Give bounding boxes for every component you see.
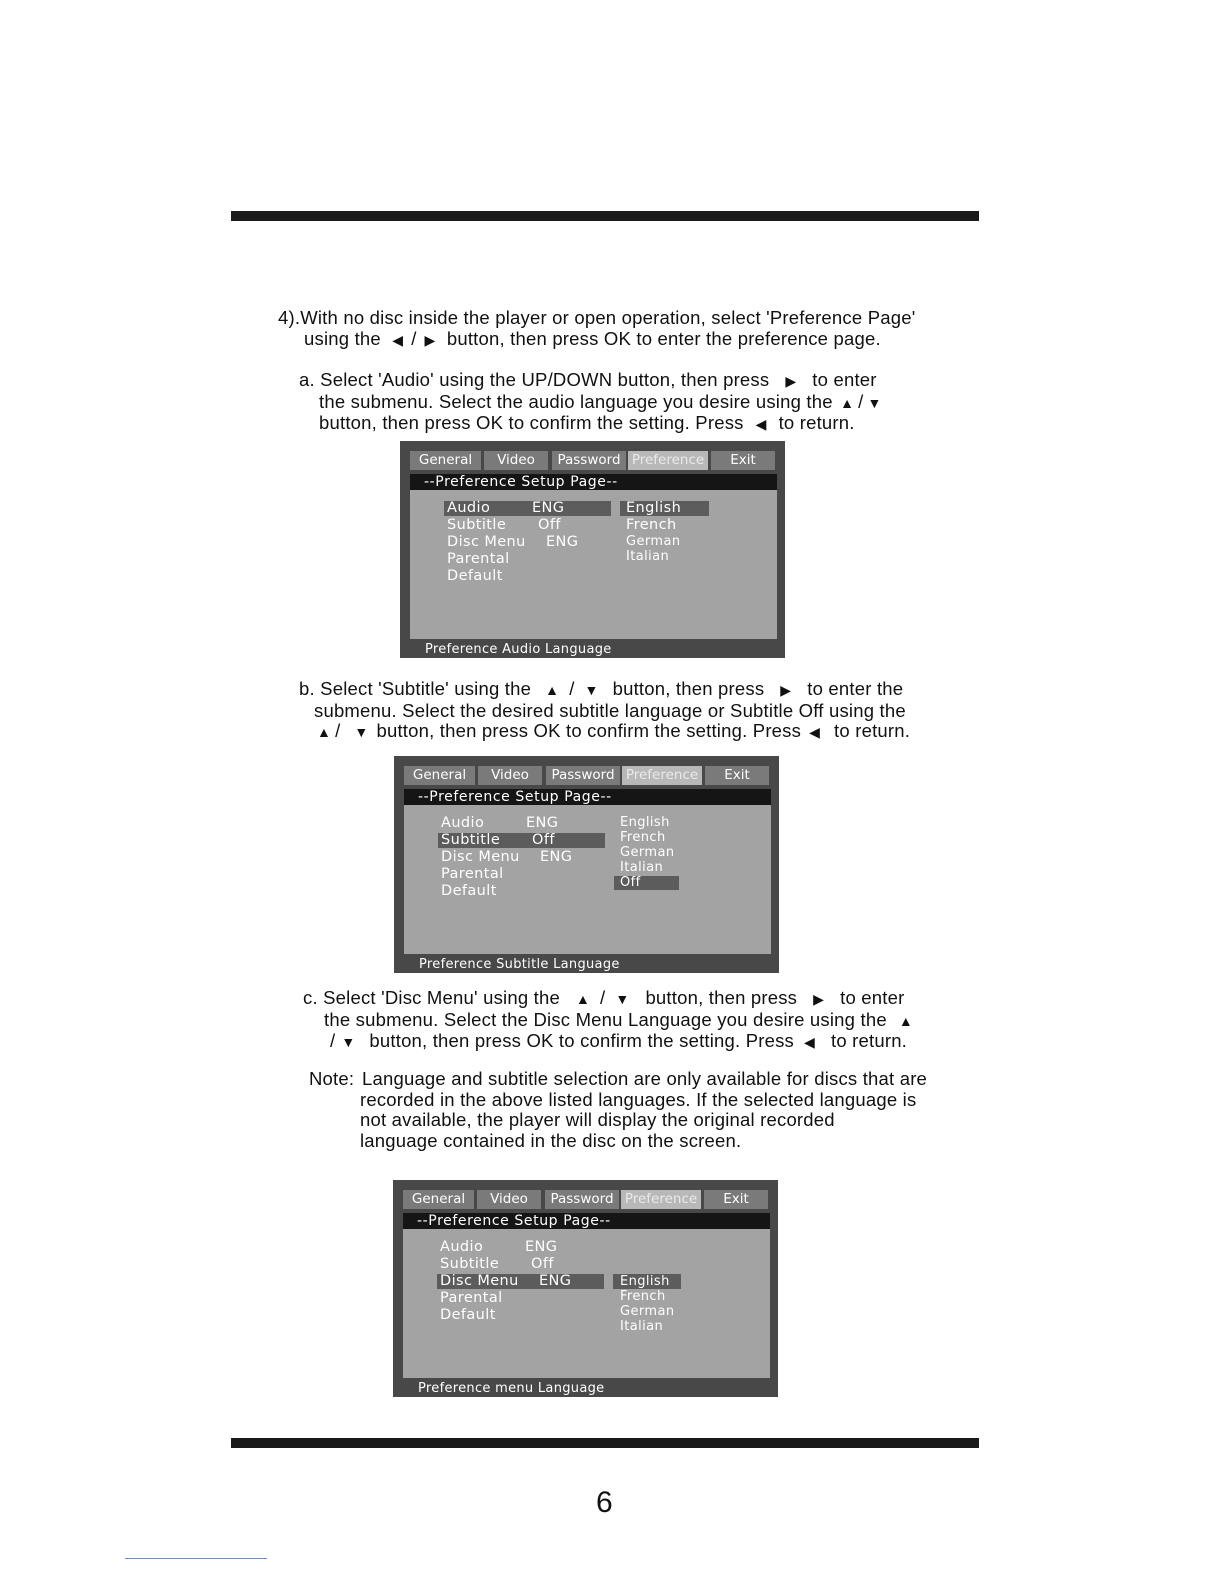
down-arrow-icon: ▼	[341, 1034, 356, 1051]
menu-value-disc-menu: ENG	[539, 1273, 572, 1289]
left-arrow-icon: ◀	[809, 724, 821, 741]
option-german[interactable]: German	[620, 845, 675, 860]
option-german[interactable]: German	[626, 534, 681, 549]
menu-item-default[interactable]: Default	[441, 883, 497, 899]
osd-footer: Preference menu Language	[418, 1381, 605, 1396]
menu-item-default[interactable]: Default	[447, 568, 503, 584]
menu-item-disc-menu[interactable]: Disc Menu	[441, 849, 520, 865]
note-line-3: not available, the player will display the original recorded	[360, 1109, 835, 1131]
osd-content-pane	[404, 805, 771, 954]
step-a-paragraph	[299, 370, 884, 435]
step-c-text: to enter	[840, 987, 905, 1008]
menu-item-parental[interactable]: Parental	[440, 1290, 503, 1306]
step-b-text: to return.	[834, 720, 911, 742]
tab-video[interactable]: Video	[484, 451, 548, 470]
up-arrow-icon: ▲	[898, 1012, 913, 1029]
menu-item-default[interactable]: Default	[440, 1307, 496, 1323]
option-italian[interactable]: Italian	[620, 1319, 664, 1334]
menu-item-subtitle[interactable]: Subtitle	[447, 517, 507, 533]
step-a-text: the submenu. Select the audio language you desire using the	[319, 390, 833, 412]
step-b-line-3	[299, 721, 910, 743]
step-a-text: to return.	[778, 412, 855, 434]
step-c-text: the submenu. Select the Disc Menu Language you desire using the	[324, 1008, 887, 1030]
menu-value-subtitle: Off	[531, 1256, 554, 1272]
option-english[interactable]: English	[620, 1274, 670, 1289]
step-b-text: to enter the	[807, 678, 904, 699]
step-c-line-3	[303, 1031, 913, 1053]
menu-value-subtitle: Off	[538, 517, 561, 533]
note-line-4: language contained in the disc on the screen.	[360, 1129, 742, 1151]
menu-item-audio[interactable]: Audio	[447, 500, 491, 516]
step-a-line-1	[299, 370, 884, 392]
up-arrow-icon: ▲	[575, 991, 591, 1007]
left-arrow-icon: ◀	[755, 416, 767, 433]
tab-general[interactable]: General	[410, 451, 481, 470]
tab-password[interactable]: Password	[545, 1190, 619, 1209]
step-c-text: to return.	[830, 1030, 908, 1052]
tab-password[interactable]: Password	[552, 451, 626, 470]
intro-paragraph	[278, 308, 915, 350]
down-arrow-icon: ▼	[584, 682, 599, 698]
down-arrow-icon: ▼	[867, 394, 882, 411]
menu-item-disc-menu[interactable]: Disc Menu	[447, 534, 526, 550]
menu-value-disc-menu: ENG	[540, 849, 573, 865]
step-a-line-2	[299, 392, 884, 414]
note-text: Language and subtitle selection are only available for discs that are	[362, 1068, 928, 1089]
menu-item-parental[interactable]: Parental	[447, 551, 510, 567]
menu-item-audio[interactable]: Audio	[441, 815, 485, 831]
step-b-line-1	[299, 679, 910, 701]
tab-preference[interactable]: Preference	[628, 451, 708, 470]
footer-link-underline	[125, 1558, 267, 1559]
option-italian[interactable]: Italian	[626, 549, 670, 564]
osd-tab-bar	[403, 1190, 768, 1209]
osd-content-pane	[410, 490, 777, 639]
step-b-line-2: submenu. Select the desired subtitle language or Subtitle Off using the	[314, 699, 906, 721]
step-a-text: a. Select 'Audio' using the UP/DOWN button, then press	[299, 369, 770, 390]
option-english[interactable]: English	[620, 815, 670, 830]
option-french[interactable]: French	[626, 517, 677, 533]
osd-page-title: --Preference Setup Page--	[404, 789, 771, 805]
osd-tab-bar	[410, 451, 775, 470]
menu-value-disc-menu: ENG	[546, 534, 579, 550]
osd-footer: Preference Audio Language	[425, 642, 612, 657]
right-arrow-icon: ▶	[813, 991, 825, 1007]
tab-video[interactable]: Video	[478, 766, 542, 785]
right-arrow-icon: ▶	[780, 682, 792, 698]
tab-preference[interactable]: Preference	[621, 1190, 701, 1209]
osd-page-title: --Preference Setup Page--	[403, 1213, 770, 1229]
osd-screen-audio	[400, 441, 785, 658]
up-arrow-icon: ▲	[317, 724, 332, 741]
tab-password[interactable]: Password	[546, 766, 620, 785]
menu-item-disc-menu[interactable]: Disc Menu	[440, 1273, 519, 1289]
osd-tab-bar	[404, 766, 769, 785]
slash: /	[330, 1030, 336, 1052]
step-c-text: button, then press	[645, 987, 798, 1008]
intro-text: button, then press OK to enter the preference page.	[446, 327, 881, 349]
tab-general[interactable]: General	[403, 1190, 474, 1209]
up-arrow-icon: ▲	[545, 682, 560, 698]
intro-line-2	[278, 329, 915, 351]
step-c-paragraph	[303, 988, 913, 1053]
note-paragraph	[309, 1069, 927, 1151]
page-number: 6	[596, 1486, 613, 1519]
tab-exit[interactable]: Exit	[704, 1190, 768, 1209]
tab-exit[interactable]: Exit	[705, 766, 769, 785]
right-arrow-icon: ▶	[785, 373, 797, 389]
step-c-text: button, then press OK to confirm the setting. Press	[369, 1030, 795, 1052]
menu-item-subtitle[interactable]: Subtitle	[440, 1256, 500, 1272]
intro-line-1: 4).With no disc inside the player or open operation, select 'Preference Page'	[278, 307, 916, 328]
option-german[interactable]: German	[620, 1304, 675, 1319]
menu-value-audio: ENG	[526, 815, 559, 831]
tab-video[interactable]: Video	[477, 1190, 541, 1209]
step-b-text: button, then press	[612, 678, 765, 699]
slash: /	[335, 720, 341, 742]
slash: /	[569, 678, 575, 699]
osd-screen-disc-menu	[393, 1180, 778, 1397]
up-arrow-icon: ▲	[840, 394, 855, 411]
top-rule	[231, 211, 979, 221]
step-c-line-1	[303, 988, 913, 1010]
osd-screen-subtitle	[394, 756, 779, 973]
step-c-line-2	[303, 1010, 913, 1032]
right-arrow-icon: ▶	[424, 331, 436, 348]
menu-item-audio[interactable]: Audio	[440, 1239, 484, 1255]
option-french[interactable]: French	[620, 1289, 666, 1304]
osd-page-title: --Preference Setup Page--	[410, 474, 777, 490]
option-off[interactable]: Off	[620, 875, 641, 890]
left-arrow-icon: ◀	[392, 331, 404, 348]
osd-footer: Preference Subtitle Language	[419, 957, 620, 972]
menu-value-audio: ENG	[525, 1239, 558, 1255]
left-arrow-icon: ◀	[804, 1034, 815, 1051]
tab-exit[interactable]: Exit	[711, 451, 775, 470]
menu-item-parental[interactable]: Parental	[441, 866, 504, 882]
step-c-text: c. Select 'Disc Menu' using the	[303, 987, 560, 1008]
slash: /	[858, 390, 864, 412]
step-b-paragraph	[299, 679, 910, 743]
note-label: Note:	[309, 1068, 355, 1089]
down-arrow-icon: ▼	[615, 991, 630, 1007]
tab-preference[interactable]: Preference	[622, 766, 702, 785]
step-a-text: button, then press OK to confirm the setting. Press	[319, 412, 744, 434]
step-a-line-3	[299, 413, 884, 435]
option-italian[interactable]: Italian	[620, 860, 664, 875]
bottom-rule	[231, 1438, 979, 1448]
slash: /	[411, 327, 417, 349]
osd-content-pane	[403, 1229, 770, 1378]
step-b-text: b. Select 'Subtitle' using the	[299, 678, 532, 699]
step-b-text: button, then press OK to confirm the setting. Press	[376, 720, 802, 742]
down-arrow-icon: ▼	[354, 724, 369, 741]
note-line-2: recorded in the above listed languages. If the selected language is	[360, 1088, 917, 1110]
option-english[interactable]: English	[626, 500, 682, 516]
slash: /	[600, 987, 606, 1008]
menu-value-subtitle: Off	[532, 832, 555, 848]
intro-text: using the	[304, 327, 381, 349]
menu-item-subtitle[interactable]: Subtitle	[441, 832, 501, 848]
tab-general[interactable]: General	[404, 766, 475, 785]
note-line-1	[309, 1069, 927, 1090]
step-a-text: to enter	[812, 369, 877, 390]
option-french[interactable]: French	[620, 830, 666, 845]
menu-value-audio: ENG	[532, 500, 565, 516]
